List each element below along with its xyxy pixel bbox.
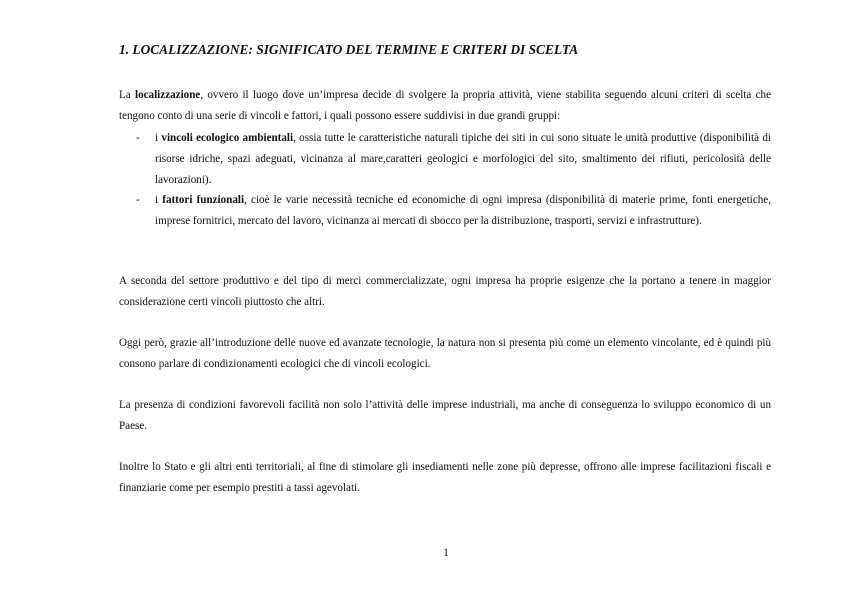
bullet-text-before: i [155, 132, 162, 144]
intro-text-after: , ovvero il luogo dove un’impresa decide di svolgere la propria attività, viene stabilita seguendo alcuni criteri di scelta che tengono conto di una serie di vincoli e fattori, i quali possono essere suddivisi in due grandi gruppi: [119, 89, 771, 122]
list-item-fattori [119, 190, 771, 232]
document-title: 1. LOCALIZZAZIONE: SIGNIFICATO DEL TERMINE E CRITERI DI SCELTA [119, 42, 579, 57]
bullet-bold-term: fattori funzionali [162, 194, 245, 207]
intro-paragraph [119, 85, 771, 126]
bullet-dash: - [136, 194, 140, 207]
page-number: 1 [443, 547, 449, 559]
criteria-list [119, 128, 771, 232]
bullet-dash: - [136, 132, 140, 144]
bullet-text-before: i [155, 194, 163, 207]
bullet-text-after: , ossia tutte le caratteristiche naturali tipiche dei siti in cui sono situate le unità produttive (disponibilità di risorse idriche, spazi adeguati, vicinanza al mare,caratteri geologici e morfologici del sito, smaltimento dei rifiuti, pericolosità delle lavorazioni). [155, 132, 771, 186]
paragraph-settore: A seconda del settore produttivo e del tipo di merci commercializzate, ogni impresa ha proprie esigenze che la portano a tenere in maggior considerazione certi vincoli piuttosto che altri. [119, 275, 771, 308]
intro-text-before: La [119, 89, 135, 101]
paragraph-condizioni: La presenza di condizioni favorevoli facilità non solo l’attività delle imprese industriali, ma anche di conseguenza lo sviluppo economico di un Paese. [119, 399, 771, 432]
bullet-text-after: , cioè le varie necessità tecniche ed economiche di ogni impresa (disponibilità di materie prime, fonti energetiche, imprese fornitrici, mercato del lavoro, vicinanza ai mercati di sbocco per la distribuzione, trasporti, servizi e infrastrutture). [155, 194, 771, 228]
intro-bold-term: localizzazione [135, 89, 201, 101]
paragraph-tecnologie: Oggi però, grazie all’introduzione delle nuove ed avanzate tecnologie, la natura non si presenta più come un elemento vincolante, ed è quindi più consono parlare di condizionamenti ecologici che di vincoli ecologici. [119, 337, 771, 370]
bullet-bold-term: vincoli ecologico ambientali [161, 132, 294, 144]
list-item-vincoli [119, 128, 771, 190]
document-page [119, 0, 771, 596]
paragraph-stato: Inoltre lo Stato e gli altri enti territoriali, al fine di stimolare gli insediamenti nelle zone più depresse, offrono alle imprese facilitazioni fiscali e finanziarie come per esempio prestiti a tassi agevolati. [119, 461, 771, 494]
